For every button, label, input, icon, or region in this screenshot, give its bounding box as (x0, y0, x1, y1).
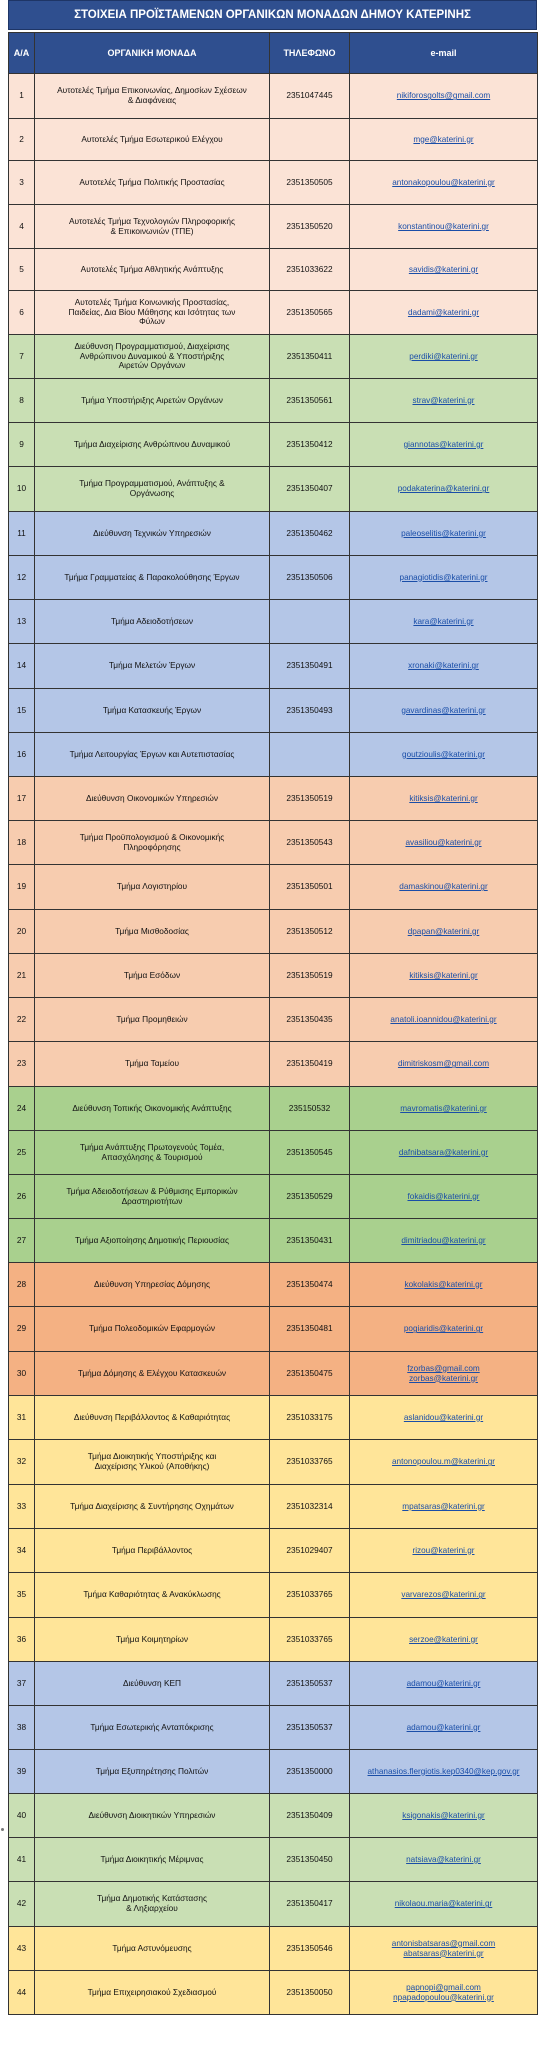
unit-name: Διεύθυνση Υπηρεσίας Δόμησης (35, 1263, 270, 1307)
row-number: 11 (9, 512, 35, 556)
unit-name: Τμήμα Αδειοδοτήσεων (35, 600, 270, 644)
row-number: 8 (9, 379, 35, 423)
table-row (9, 689, 538, 733)
phone-number: 2351350537 (270, 1706, 350, 1750)
phone-number: 2351350565 (270, 291, 350, 335)
phone-number: 2351350506 (270, 556, 350, 600)
email-link[interactable]: dpapan@katerini.gr (350, 910, 538, 954)
email-link[interactable]: mpatsaras@katerini.gr (350, 1485, 538, 1529)
unit-name: Τμήμα Πολεοδομικών Εφαρμογών (35, 1307, 270, 1352)
phone-number: 2351350561 (270, 379, 350, 423)
row-number: 36 (9, 1618, 35, 1662)
row-number: 24 (9, 1087, 35, 1131)
page-title: ΣΤΟΙΧΕΙΑ ΠΡΟΪΣΤΑΜΕΝΩΝ ΟΡΓΑΝΙΚΩΝ ΜΟΝΑΔΩΝ ΔΗΜΟΥ ΚΑΤΕΡΙΝΗΣ (8, 0, 537, 30)
email-link[interactable]: fzorbas@gmail.com zorbas@katerini.gr (350, 1352, 538, 1396)
table-row (9, 556, 538, 600)
email-link[interactable]: dadami@katerini.gr (350, 291, 538, 335)
row-number: 34 (9, 1529, 35, 1573)
table-row (9, 1042, 538, 1087)
email-link[interactable]: mavromatis@katerini.gr (350, 1087, 538, 1131)
phone-number: 2351033765 (270, 1440, 350, 1485)
unit-name: Τμήμα Επιχειρησιακού Σχεδιασμού (35, 1971, 270, 2015)
email-link[interactable]: aslanidou@katerini.gr (350, 1396, 538, 1440)
phone-number: 235150532 (270, 1087, 350, 1131)
phone-number: 2351350519 (270, 954, 350, 998)
unit-name: Τμήμα Αξιοποίησης Δημοτικής Περιουσίας (35, 1219, 270, 1263)
phone-number (270, 119, 350, 161)
row-number: 13 (9, 600, 35, 644)
table-row (9, 467, 538, 512)
unit-name: Τμήμα Μισθοδοσίας (35, 910, 270, 954)
table-row (9, 777, 538, 821)
phone-number: 2351350491 (270, 644, 350, 689)
email-link[interactable]: ksigonakis@katerini.gr (350, 1794, 538, 1838)
table-row (9, 1485, 538, 1529)
phone-number: 2351033622 (270, 249, 350, 291)
phone-number: 2351350411 (270, 335, 350, 379)
email-link[interactable]: konstantinou@katerini.gr (350, 205, 538, 249)
email-link[interactable]: papnopi@gmail.com npapadopoulou@katerini.gr (350, 1971, 538, 2015)
unit-name: Διεύθυνση Προγραμματισμού, Διαχείρισης Ανθρώπινου Δυναμικού & Υποστήριξης Αιρετών Οργάνων (35, 335, 270, 379)
row-number: 31 (9, 1396, 35, 1440)
email-link[interactable]: avasiliou@katerini.gr (350, 821, 538, 865)
phone-number: 2351350000 (270, 1750, 350, 1794)
phone-number: 2351032314 (270, 1485, 350, 1529)
table-row (9, 1219, 538, 1263)
email-link[interactable]: serzoe@katerini.gr (350, 1618, 538, 1662)
unit-name: Τμήμα Κοιμητηρίων (35, 1618, 270, 1662)
unit-name: Τμήμα Εσωτερικής Ανταπόκρισης (35, 1706, 270, 1750)
phone-number: 2351047445 (270, 74, 350, 119)
row-number: 10 (9, 467, 35, 512)
table-row (9, 512, 538, 556)
table-row (9, 644, 538, 689)
table-row (9, 1927, 538, 1971)
row-number: 42 (9, 1882, 35, 1927)
email-link[interactable]: pogiaridis@katerini.gr (350, 1307, 538, 1352)
unit-name: Τμήμα Λογιστηρίου (35, 865, 270, 910)
table-row (9, 291, 538, 335)
phone-number: 2351350481 (270, 1307, 350, 1352)
row-number: 44 (9, 1971, 35, 2015)
phone-number: 2351350431 (270, 1219, 350, 1263)
unit-name: Διεύθυνση ΚΕΠ (35, 1662, 270, 1706)
unit-name: Τμήμα Αστυνόμευσης (35, 1927, 270, 1971)
table-row (9, 910, 538, 954)
email-link[interactable]: fokaidis@katerini.gr (350, 1175, 538, 1219)
unit-name: Τμήμα Διοικητικής Υποστήριξης και Διαχείρισης Υλικού (Αποθήκης) (35, 1440, 270, 1485)
unit-name: Τμήμα Προγραμματισμού, Ανάπτυξης & Οργάνωσης (35, 467, 270, 512)
email-link[interactable]: kokolakis@katerini.gr (350, 1263, 538, 1307)
table-row (9, 1440, 538, 1485)
email-link[interactable]: anatoli.ioannidou@katerini.gr (350, 998, 538, 1042)
page-mark (1, 1828, 4, 1831)
phone-number: 2351350519 (270, 777, 350, 821)
row-number: 18 (9, 821, 35, 865)
phone-number: 2351350419 (270, 1042, 350, 1087)
unit-name: Τμήμα Ανάπτυξης Πρωτογενούς Τομέα, Απασχόλησης & Τουρισμού (35, 1131, 270, 1175)
email-link[interactable]: dimitriadou@katerini.gr (350, 1219, 538, 1263)
phone-number: 2351033765 (270, 1573, 350, 1618)
phone-number (270, 600, 350, 644)
email-link[interactable]: podakaterina@katerini.gr (350, 467, 538, 512)
unit-name: Αυτοτελές Τμήμα Κοινωνικής Προστασίας, Παιδείας, Δια Βίου Μάθησης και Ισότητας των Φύλων (35, 291, 270, 335)
unit-name: Τμήμα Αδειοδοτήσεων & Ρύθμισης Εμπορικών Δραστηριοτήτων (35, 1175, 270, 1219)
unit-name: Τμήμα Διαχείρισης & Συντήρησης Οχημάτων (35, 1485, 270, 1529)
table-row (9, 161, 538, 205)
unit-name: Τμήμα Λειτουργίας Έργων και Αυτεπιστασίας (35, 733, 270, 777)
table-row (9, 954, 538, 998)
row-number: 28 (9, 1263, 35, 1307)
row-number: 41 (9, 1838, 35, 1882)
phone-number: 2351350493 (270, 689, 350, 733)
phone-number: 2351350537 (270, 1662, 350, 1706)
unit-name: Τμήμα Εξυπηρέτησης Πολιτών (35, 1750, 270, 1794)
unit-name: Διεύθυνση Διοικητικών Υπηρεσιών (35, 1794, 270, 1838)
table-row (9, 1662, 538, 1706)
header-unit: ΟΡΓΑΝΙΚΗ ΜΟΝΑΔΑ (35, 33, 270, 74)
table-row (9, 249, 538, 291)
unit-name: Τμήμα Δόμησης & Ελέγχου Κατασκευών (35, 1352, 270, 1396)
phone-number: 2351033765 (270, 1618, 350, 1662)
row-number: 26 (9, 1175, 35, 1219)
header-number: Α/Α (9, 33, 35, 74)
row-number: 38 (9, 1706, 35, 1750)
table-row (9, 821, 538, 865)
row-number: 27 (9, 1219, 35, 1263)
row-number: 5 (9, 249, 35, 291)
email-link[interactable]: antonopoulou.m@katerini.gr (350, 1440, 538, 1485)
phone-number: 2351350050 (270, 1971, 350, 2015)
email-link[interactable]: panagiotidis@katerini.gr (350, 556, 538, 600)
row-number: 7 (9, 335, 35, 379)
unit-name: Τμήμα Δημοτικής Κατάστασης & Ληξιαρχείου (35, 1882, 270, 1927)
phone-number: 2351350475 (270, 1352, 350, 1396)
table-row (9, 1307, 538, 1352)
table-body (9, 74, 538, 2015)
unit-name: Τμήμα Προϋπολογισμού & Οικονομικής Πληροφόρησης (35, 821, 270, 865)
unit-name: Τμήμα Διαχείρισης Ανθρώπινου Δυναμικού (35, 423, 270, 467)
table-row (9, 1573, 538, 1618)
table-row (9, 865, 538, 910)
email-link[interactable]: strav@katerini.gr (350, 379, 538, 423)
email-link[interactable]: adamou@katerini.gr (350, 1662, 538, 1706)
unit-name: Αυτοτελές Τμήμα Εσωτερικού Ελέγχου (35, 119, 270, 161)
email-link[interactable]: paleoselitis@katerini.gr (350, 512, 538, 556)
phone-number: 2351350450 (270, 1838, 350, 1882)
row-number: 6 (9, 291, 35, 335)
row-number: 20 (9, 910, 35, 954)
row-number: 32 (9, 1440, 35, 1485)
email-link[interactable]: varvarezos@katerini.gr (350, 1573, 538, 1618)
unit-name: Τμήμα Γραμματείας & Παρακολούθησης Έργων (35, 556, 270, 600)
email-link[interactable]: savidis@katerini.gr (350, 249, 538, 291)
header-phone: ΤΗΛΕΦΩΝΟ (270, 33, 350, 74)
table-row (9, 1971, 538, 2015)
row-number: 12 (9, 556, 35, 600)
phone-number: 2351350435 (270, 998, 350, 1042)
table-row (9, 119, 538, 161)
row-number: 43 (9, 1927, 35, 1971)
row-number: 33 (9, 1485, 35, 1529)
header-email: e-mail (350, 33, 538, 74)
unit-name: Τμήμα Προμηθειών (35, 998, 270, 1042)
email-link[interactable]: kitiksis@katerini.gr (350, 777, 538, 821)
unit-name: Τμήμα Ταμείου (35, 1042, 270, 1087)
phone-number: 2351350546 (270, 1927, 350, 1971)
table-row (9, 733, 538, 777)
table-row (9, 1618, 538, 1662)
phone-number: 2351350520 (270, 205, 350, 249)
email-link[interactable]: mge@katerini.gr (350, 119, 538, 161)
row-number: 14 (9, 644, 35, 689)
phone-number: 2351350501 (270, 865, 350, 910)
email-link[interactable]: dafnibatsara@katerini.gr (350, 1131, 538, 1175)
row-number: 4 (9, 205, 35, 249)
unit-name: Διεύθυνση Τεχνικών Υπηρεσιών (35, 512, 270, 556)
row-number: 23 (9, 1042, 35, 1087)
row-number: 2 (9, 119, 35, 161)
table-row (9, 1882, 538, 1927)
table-header (9, 33, 538, 74)
email-link[interactable]: nikiforosgolts@gmail.com (350, 74, 538, 119)
phone-number: 2351350505 (270, 161, 350, 205)
table-row (9, 205, 538, 249)
email-link[interactable]: antonisbatsaras@gmail.com abatsaras@katerini.gr (350, 1927, 538, 1971)
unit-name: Αυτοτελές Τμήμα Αθλητικής Ανάπτυξης (35, 249, 270, 291)
unit-name: Τμήμα Εσόδων (35, 954, 270, 998)
phone-number: 2351350407 (270, 467, 350, 512)
email-link[interactable]: adamou@katerini.gr (350, 1706, 538, 1750)
email-link[interactable]: rizou@katerini.gr (350, 1529, 538, 1573)
phone-number: 2351029407 (270, 1529, 350, 1573)
unit-name: Διεύθυνση Τοπικής Οικονομικής Ανάπτυξης (35, 1087, 270, 1131)
row-number: 16 (9, 733, 35, 777)
table-row (9, 379, 538, 423)
row-number: 30 (9, 1352, 35, 1396)
phone-number: 2351350417 (270, 1882, 350, 1927)
table-row (9, 1131, 538, 1175)
row-number: 19 (9, 865, 35, 910)
table-row (9, 1750, 538, 1794)
row-number: 17 (9, 777, 35, 821)
table-row (9, 423, 538, 467)
email-link[interactable]: dimitriskosm@gmail.com (350, 1042, 538, 1087)
email-link[interactable]: gavardinas@katerini.gr (350, 689, 538, 733)
row-number: 37 (9, 1662, 35, 1706)
phone-number: 2351350409 (270, 1794, 350, 1838)
table-row (9, 1706, 538, 1750)
phone-number: 2351033175 (270, 1396, 350, 1440)
email-link[interactable]: goutzioulis@katerini.gr (350, 733, 538, 777)
email-link[interactable]: xronaki@katerini.gr (350, 644, 538, 689)
row-number: 35 (9, 1573, 35, 1618)
table-row (9, 1396, 538, 1440)
email-link[interactable]: giannotas@katerini.gr (350, 423, 538, 467)
email-link[interactable]: kara@katerini.gr (350, 600, 538, 644)
phone-number (270, 733, 350, 777)
phone-number: 2351350462 (270, 512, 350, 556)
phone-number: 2351350512 (270, 910, 350, 954)
email-link[interactable]: damaskinou@katerini.gr (350, 865, 538, 910)
unit-name: Διεύθυνση Οικονομικών Υπηρεσιών (35, 777, 270, 821)
table-row (9, 998, 538, 1042)
row-number: 21 (9, 954, 35, 998)
phone-number: 2351350529 (270, 1175, 350, 1219)
email-link[interactable]: kitiksis@katerini.gr (350, 954, 538, 998)
table-row (9, 1175, 538, 1219)
table-row (9, 1087, 538, 1131)
unit-name: Αυτοτελές Τμήμα Πολιτικής Προστασίας (35, 161, 270, 205)
unit-name: Αυτοτελές Τμήμα Επικοινωνίας, Δημοσίων Σχέσεων & Διαφάνειας (35, 74, 270, 119)
unit-name: Τμήμα Διοικητικής Μέριμνας (35, 1838, 270, 1882)
contact-sheet (8, 0, 537, 2015)
phone-number: 2351350545 (270, 1131, 350, 1175)
row-number: 9 (9, 423, 35, 467)
row-number: 1 (9, 74, 35, 119)
row-number: 3 (9, 161, 35, 205)
phone-number: 2351350543 (270, 821, 350, 865)
table-row (9, 1352, 538, 1396)
unit-name: Αυτοτελές Τμήμα Τεχνολογιών Πληροφορικής & Επικοινωνιών (ΤΠΕ) (35, 205, 270, 249)
email-link[interactable]: natsiava@katerini.gr (350, 1838, 538, 1882)
table-row (9, 1263, 538, 1307)
email-link[interactable]: antonakopoulou@katerini.gr (350, 161, 538, 205)
phone-number: 2351350412 (270, 423, 350, 467)
table-row (9, 1529, 538, 1573)
unit-name: Τμήμα Υποστήριξης Αιρετών Οργάνων (35, 379, 270, 423)
email-link[interactable]: perdiki@katerini.gr (350, 335, 538, 379)
unit-name: Τμήμα Κατασκευής Έργων (35, 689, 270, 733)
table-row (9, 335, 538, 379)
table-row (9, 1794, 538, 1838)
phone-number: 2351350474 (270, 1263, 350, 1307)
email-link[interactable]: athanasios.flergiotis.kep0340@kep.gov.gr (350, 1750, 538, 1794)
row-number: 40 (9, 1794, 35, 1838)
row-number: 25 (9, 1131, 35, 1175)
row-number: 22 (9, 998, 35, 1042)
table-row (9, 1838, 538, 1882)
unit-name: Τμήμα Μελετών Έργων (35, 644, 270, 689)
unit-name: Τμήμα Περιβάλλοντος (35, 1529, 270, 1573)
contacts-table (8, 32, 538, 2015)
row-number: 29 (9, 1307, 35, 1352)
row-number: 39 (9, 1750, 35, 1794)
table-row (9, 74, 538, 119)
unit-name: Τμήμα Καθαριότητας & Ανακύκλωσης (35, 1573, 270, 1618)
row-number: 15 (9, 689, 35, 733)
unit-name: Διεύθυνση Περιβάλλοντος & Καθαριότητας (35, 1396, 270, 1440)
table-row (9, 600, 538, 644)
email-link[interactable]: nikolaou.maria@katerini.gr (350, 1882, 538, 1927)
